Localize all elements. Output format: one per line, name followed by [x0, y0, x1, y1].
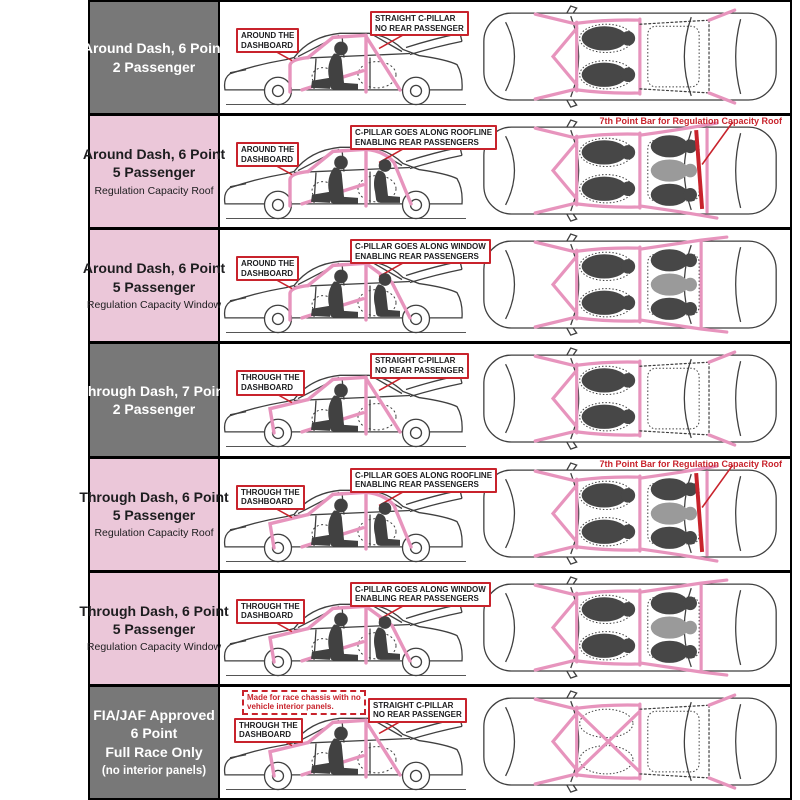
- config-title-line: 2 Passenger: [112, 58, 196, 75]
- config-title-line: Full Race Only: [105, 743, 203, 760]
- rear-passengers-top: [651, 249, 697, 320]
- cpillar-callout: [368, 698, 467, 723]
- cpillar-callout-line: STRAIGHT C-PILLAR: [375, 14, 456, 23]
- side-view-cell: [220, 230, 486, 341]
- config-label-cell: [90, 687, 220, 798]
- cpillar-callout-line: STRAIGHT C-PILLAR: [375, 356, 456, 366]
- cpillar-callout-line: C-PILLAR GOES ALONG ROOFLINE: [355, 128, 493, 138]
- dash-callout-line: DASHBOARD: [241, 497, 293, 507]
- car-top-view-illustration: [472, 573, 790, 684]
- dash-callout: [236, 485, 305, 510]
- front-wheel: [265, 306, 292, 333]
- rear-wheel: [403, 420, 430, 447]
- side-view-cell: [220, 116, 493, 227]
- top-view-cell: [472, 230, 790, 341]
- race-chassis-note-line: vehicle interior panels.: [247, 702, 334, 712]
- front-wheel: [265, 77, 292, 104]
- rear-passengers-top: [651, 135, 697, 206]
- cpillar-callout-line: ENABLING REAR PASSENGERS: [355, 137, 479, 147]
- config-subtitle: Regulation Capacity Roof: [94, 527, 214, 539]
- race-chassis-note-line: Made for race chassis with no: [247, 692, 361, 702]
- config-label-cell: [82, 116, 226, 227]
- front-wheel: [265, 420, 292, 447]
- side-view-cell: [220, 2, 472, 113]
- front-wheel: [265, 191, 292, 218]
- cpillar-callout-line: C-PILLAR GOES ALONG WINDOW: [355, 584, 486, 594]
- config-title-line: Around Dash, 6 Point: [82, 40, 226, 57]
- config-row: [82, 116, 790, 230]
- dash-callout-line: THROUGH THE: [239, 720, 298, 730]
- config-title-line: Through Dash, 6 Point: [79, 488, 229, 505]
- car-top-view-illustration: [472, 2, 790, 113]
- dash-callout-line: DASHBOARD: [241, 40, 293, 50]
- dash-callout-line: DASHBOARD: [241, 383, 293, 393]
- config-title-line: 5 Passenger: [112, 620, 196, 637]
- rear-passengers-top: [651, 592, 697, 663]
- config-title-line: 5 Passenger: [112, 164, 196, 181]
- cpillar-callout-line: NO REAR PASSENGER: [375, 23, 464, 33]
- dash-callout: [236, 142, 299, 167]
- config-label-cell: [82, 2, 226, 113]
- car-top-view-illustration: [472, 459, 790, 570]
- dash-callout-line: DASHBOARD: [241, 268, 293, 278]
- car-top-view-illustration: [472, 116, 790, 227]
- cpillar-callout: [370, 353, 469, 378]
- top-view-cell: [472, 344, 790, 455]
- dash-callout-line: THROUGH THE: [241, 487, 300, 497]
- dash-callout-line: AROUND THE: [241, 259, 295, 269]
- dash-callout-line: AROUND THE: [241, 31, 295, 40]
- dash-callout-line: DASHBOARD: [241, 611, 293, 621]
- config-subtitle: Regulation Capacity Window: [86, 298, 222, 311]
- seventh-point-note: 7th Point Bar for Regulation Capacity Roof: [599, 458, 782, 469]
- config-row: [79, 344, 790, 458]
- cpillar-callout: [350, 582, 491, 607]
- config-title-line: Through Dash, 6 Point: [79, 602, 229, 619]
- car-top-view-illustration: [472, 687, 790, 798]
- dash-callout-line: DASHBOARD: [241, 154, 293, 164]
- cpillar-callout-line: C-PILLAR GOES ALONG ROOFLINE: [355, 470, 493, 480]
- front-wheel: [265, 534, 292, 561]
- config-title-line: 6 Point: [130, 725, 178, 742]
- dash-callout-line: DASHBOARD: [239, 730, 291, 740]
- config-subtitle: Regulation Capacity Roof: [94, 184, 214, 197]
- dash-callout-line: THROUGH THE: [241, 373, 300, 383]
- config-subtitle: (no interior panels): [101, 764, 207, 777]
- cpillar-callout-line: ENABLING REAR PASSENGERS: [355, 251, 479, 261]
- rear-passengers-top: [651, 478, 697, 549]
- config-row: [79, 573, 790, 687]
- config-subtitle: Regulation Capacity Window: [86, 641, 222, 654]
- top-view-cell: [472, 459, 790, 570]
- config-title-line: Around Dash, 6 Point: [82, 146, 226, 163]
- cpillar-callout-line: C-PILLAR GOES ALONG WINDOW: [355, 242, 486, 252]
- side-view-cell: [220, 687, 472, 798]
- config-title-line: Around Dash, 6 Point: [82, 260, 226, 277]
- config-label-cell: [79, 344, 229, 455]
- dash-callout: [234, 718, 303, 743]
- config-title-line: FIA/JAF Approved: [93, 707, 215, 724]
- config-label-cell: [79, 459, 229, 570]
- config-row: [90, 687, 790, 798]
- side-view-cell: [220, 573, 486, 684]
- config-row: [82, 2, 790, 116]
- config-label-cell: [79, 573, 229, 684]
- front-wheel: [265, 762, 292, 789]
- rear-wheel: [403, 77, 430, 104]
- config-row: [79, 458, 790, 573]
- top-view-cell: [472, 687, 790, 798]
- top-view-cell: [472, 2, 790, 113]
- config-row: [82, 230, 790, 344]
- car-top-view-illustration: [472, 230, 790, 341]
- cpillar-callout: [350, 239, 491, 264]
- top-view-cell: [472, 116, 790, 227]
- dash-callout-line: AROUND THE: [241, 145, 295, 155]
- config-title-line: 5 Passenger: [112, 278, 196, 295]
- dash-callout: [236, 256, 299, 281]
- cpillar-callout: [350, 468, 497, 493]
- dash-callout: [236, 370, 305, 395]
- dash-callout: [236, 599, 305, 624]
- side-view-cell: [220, 459, 493, 570]
- config-label-cell: [82, 230, 226, 341]
- rear-wheel: [403, 762, 430, 789]
- cpillar-callout: [350, 125, 497, 150]
- top-view-cell: [472, 573, 790, 684]
- side-view-cell: [220, 344, 472, 455]
- config-title-line: Through Dash, 7 Point: [79, 382, 229, 399]
- cpillar-callout-line: NO REAR PASSENGER: [373, 710, 462, 720]
- rollcage-table: [79, 0, 792, 800]
- cpillar-callout-line: STRAIGHT C-PILLAR: [373, 700, 454, 710]
- cpillar-callout-line: ENABLING REAR PASSENGERS: [355, 480, 479, 490]
- dash-callout-line: THROUGH THE: [241, 601, 300, 611]
- dash-callout: [236, 28, 299, 53]
- config-title-line: 2 Passenger: [112, 400, 196, 417]
- cpillar-callout: [370, 11, 469, 36]
- config-title-line: 5 Passenger: [112, 506, 196, 523]
- front-wheel: [265, 648, 292, 675]
- seventh-point-note: 7th Point Bar for Regulation Capacity Roof: [599, 116, 782, 127]
- car-top-view-illustration: [472, 344, 790, 455]
- cpillar-callout-line: ENABLING REAR PASSENGERS: [355, 594, 479, 604]
- cpillar-callout-line: NO REAR PASSENGER: [375, 366, 464, 376]
- race-chassis-note: [242, 690, 366, 715]
